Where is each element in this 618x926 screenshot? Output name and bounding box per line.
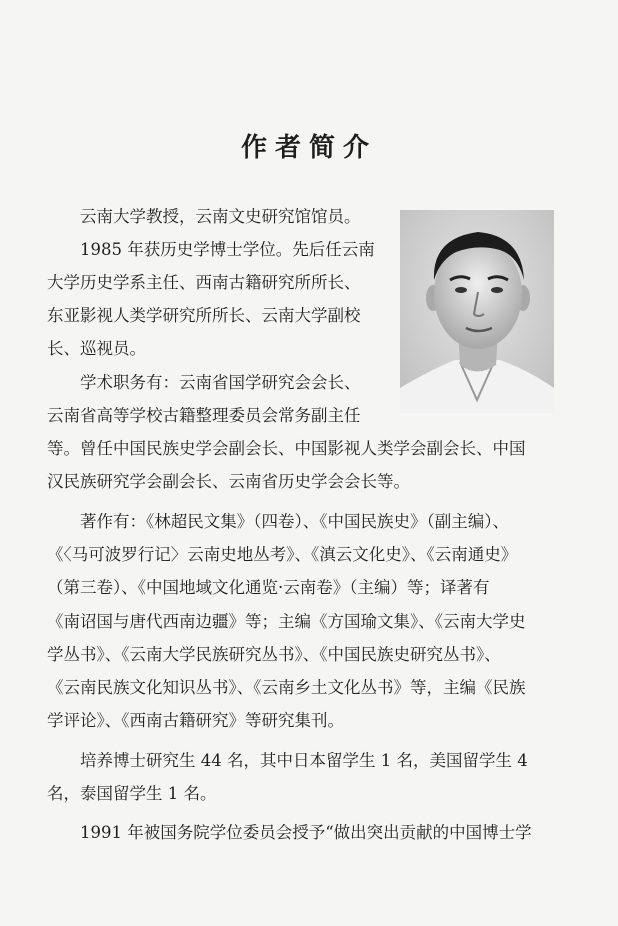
bio-line: 著作有：《林超民文集》（四卷）、《中国民族史》（副主编）、 — [80, 512, 509, 531]
bio-line: 《〈马可波罗行记〉云南史地丛考》、《滇云文化史》、《云南通史》 — [47, 545, 518, 564]
bio-line: 《云南民族文化知识丛书》、《云南乡土文化丛书》等，主编《民族 — [47, 678, 526, 697]
page-title: 作者简介 — [240, 133, 377, 163]
bio-line: 1991 年被国务院学位委员会授予“做出突出贡献的中国博士学 — [80, 823, 532, 842]
bio-line: 名，泰国留学生 1 名。 — [47, 784, 217, 803]
bio-line: 东亚影视人类学研究所所长、云南大学副校 — [47, 306, 361, 325]
author-photo — [400, 210, 554, 413]
bio-line: 1985 年获历史学博士学位。先后任云南 — [80, 240, 375, 259]
bio-line: 云南省高等学校古籍整理委员会常务副主任 — [47, 406, 361, 425]
bio-line: （第三卷）、《中国地域文化通览·云南卷》（主编）等；译著有 — [47, 578, 490, 597]
bio-line: 大学历史学系主任、西南古籍研究所所长、 — [47, 273, 361, 292]
bio-line: 培养博士研究生 44 名，其中日本留学生 1 名，美国留学生 4 — [80, 751, 528, 770]
author-portrait-icon — [400, 210, 554, 413]
bio-line: 云南大学教授，云南文史研究馆馆员。 — [80, 207, 361, 226]
bio-line: 《南诏国与唐代西南边疆》等；主编《方国瑜文集》、《云南大学史 — [47, 612, 526, 631]
bio-line: 学丛书》、《云南大学民族研究丛书》、《中国民族史研究丛书》、 — [47, 645, 501, 664]
bio-line: 长、巡视员。 — [47, 339, 146, 358]
bio-line: 汉民族研究学会副会长、云南省历史学会会长等。 — [47, 472, 410, 491]
bio-line: 等。曾任中国民族史学会副会长、中国影视人类学会副会长、中国 — [47, 439, 526, 458]
bio-line: 学术职务有：云南省国学研究会会长、 — [80, 373, 361, 392]
bio-line: 学评论》、《西南古籍研究》等研究集刊。 — [47, 711, 344, 730]
